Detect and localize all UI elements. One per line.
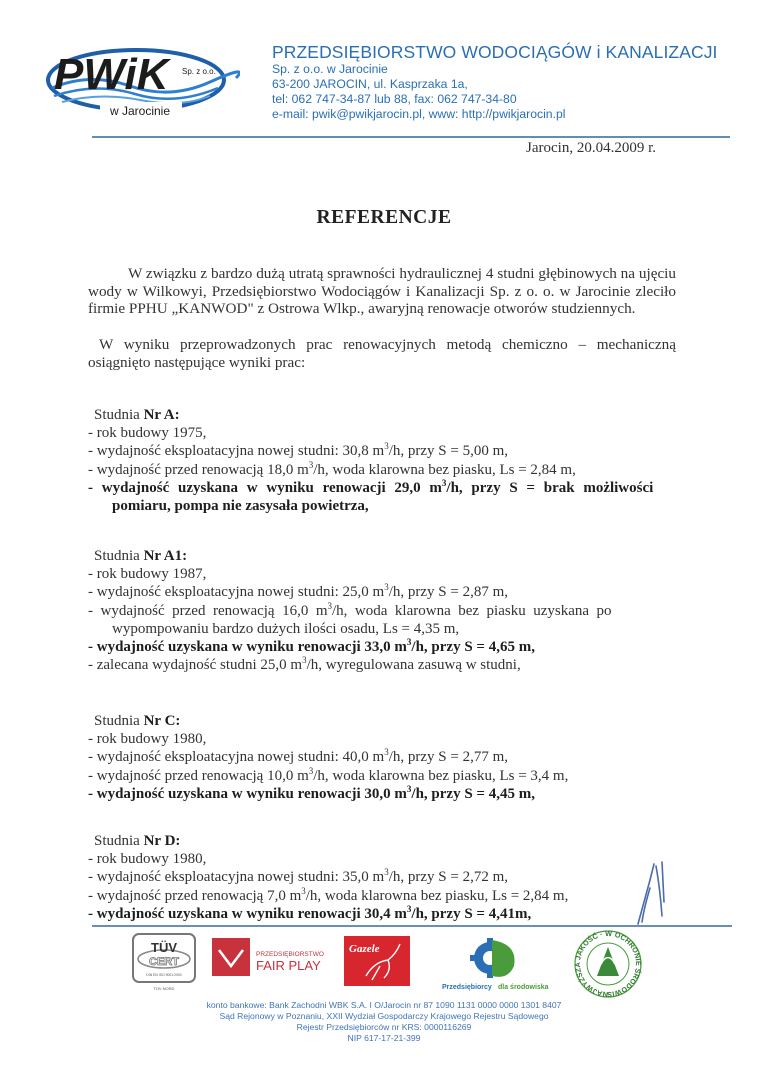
document-title: REFERENCJE [316,207,452,228]
well-item-cont: wypompowaniu bardzo dużych ilości osadu, Ls = 4,35 m, [112,620,460,637]
footer-krs: Rejestr Przedsiębiorców nr KRS: 0000116269 [296,1022,472,1032]
intro-paragraph-2 [88,336,676,371]
company-legal-form: Sp. z o.o. w Jarocinie [272,62,388,76]
well-item: - zalecana wydajność studni 25,0 $m^3/h$, wyregulowana zasuwą w studni, [88,655,521,674]
well-item: - rok budowy 1980, [88,731,207,748]
company-contact: e-mail: pwik@pwikjarocin.pl, www: http://pwikjarocin.pl [272,107,566,121]
well-heading-prefix: Studnia [94,407,144,423]
tuv-cert-text: CERT [149,956,179,968]
well-section-a [88,406,708,515]
fair-play-badge [210,932,330,994]
well-item-result-cont: pomiaru, pompa nie zasysała powietrza, [112,498,369,515]
logo-text: PWiK [54,50,169,99]
well-item: - wydajność eksploatacyjna nowej studni: 25,0 $m^3/h$, przy S = 2,87 m, [88,582,508,601]
well-heading-label: Nr A1: [143,548,188,564]
footer-court-registry: Sąd Rejonowy w Poznaniu, XXII Wydział Gospodarczy Krajowego Rejestru Sądowego [219,1011,549,1021]
well-item: - wydajność eksploatacyjna nowej studni: 40,0 $m^3/h$, przy S = 2,77 m, [88,747,508,766]
well-item-result: - wydajność uzyskana w wyniku renowacji 29,0 $m^3/h$, przy S = brak możliwości [88,477,654,496]
well-item-result: - wydajność uzyskana w wyniku renowacji 30,4 $m^3/h$, przy S = 4,41m, [88,903,532,922]
well-heading-prefix: Studnia [94,548,144,564]
well-item: - wydajność przed renowacją 7,0 $m^3/h$, woda klarowna bez piasku, Ls = 2,84 m, [88,885,569,904]
eco-ring-text: NAJWYŻSZA JAKOŚĆ · W OCHRONIE ŚRODOWIS [572,930,644,998]
tuv-org-text: TÜV NORD [153,986,175,991]
fair-play-big-text: FAIR PLAY [256,958,321,973]
company-logo [40,42,240,124]
well-item: - rok budowy 1975, [88,425,207,442]
przedsiebiorcy-text-a: Przedsiębiorcy [442,984,492,991]
well-section-d [88,832,708,923]
tuv-norm-text: DIN EN ISO 9001:2000 [146,973,182,977]
well-item: - wydajność przed renowacją 18,0 $m^3/h$, woda klarowna bez piasku, Ls = 2,84 m, [88,459,576,478]
intro-text-2: W wyniku przeprowadzonych prac renowacyjnych metodą chemiczno – mechaniczną osiągnięto następujące wyniki prac: [88,336,676,371]
well-heading-label: Nr A: [143,407,180,423]
header-divider [92,136,730,138]
well-heading-label: Nr C: [143,713,181,729]
intro-text-1: W związku z bardzo dużą utratą sprawności hydraulicznej 4 studni głębinowych na ujęciu wody w Wilkowyi, Przedsiębiorstwo Wodociągów i Kanalizacji Sp. z o. o. w Jarocinie zleciło firmie PPHU „KANWOD" z Ostrowa Wlkp., awaryjną renowacje otworów studziennych. [88,265,676,318]
well-item: - wydajność przed renowacją 10,0 $m^3/h$, woda klarowna bez piasku, Ls = 3,4 m, [88,765,569,784]
company-address: 63-200 JAROCIN, ul. Kasprzaka 1a, [272,77,468,91]
letter-date: Jarocin, 20.04.2009 r. [526,140,656,156]
well-heading [88,547,708,565]
przedsiebiorcy-text-b: dla środowiska [498,984,549,991]
well-item: - wydajność eksploatacyjna nowej studni: 30,8 $m^3/h$, przy S = 5,00 m, [88,441,508,460]
well-heading-prefix: Studnia [94,833,144,849]
fair-play-small-text: PRZEDSIĘBIORSTWO [256,951,324,958]
well-item: - rok budowy 1987, [88,566,207,583]
well-item: - wydajność eksploatacyjna nowej studni: 35,0 $m^3/h$, przy S = 2,72 m, [88,867,508,886]
well-section-a1 [88,547,708,674]
intro-paragraph-1 [88,265,676,318]
well-heading [88,712,708,730]
well-item: - wydajność przed renowacją 16,0 $m^3/h$, woda klarowna bez piasku uzyskana po [88,600,612,619]
well-heading [88,832,708,850]
footer-nip: NIP 617-17-21-399 [347,1033,421,1043]
logo-suffix: Sp. z o.o. [182,67,216,76]
tuv-cert-badge [130,932,200,994]
footer-divider [92,925,732,927]
well-section-c [88,712,708,803]
well-item: - rok budowy 1980, [88,851,207,868]
company-name: PRZEDSIĘBIORSTWO WODOCIĄGÓW i KANALIZACJI [272,42,718,62]
well-heading-label: Nr D: [143,833,181,849]
signature-mark [630,858,680,928]
footer-bank-account: konto bankowe: Bank Zachodni WBK S.A. I O/Jarocin nr 87 1090 1131 0000 0000 1301 8407 [206,1000,562,1010]
well-item-result: - wydajność uzyskana w wyniku renowacji 30,0 $m^3/h$, przy S = 4,45 m, [88,783,535,802]
gazele-badge [344,932,414,994]
well-item-result: - wydajność uzyskana w wyniku renowacji 33,0 $m^3/h$, przy S = 4,65 m, [88,637,535,656]
gazele-text: Gazele [349,943,380,955]
eco-quality-badge [560,930,656,998]
logo-city: w Jarocinie [109,104,171,118]
well-heading-prefix: Studnia [94,713,144,729]
company-phone: tel: 062 747-34-87 lub 88, fax: 062 747-34-80 [272,92,517,106]
pwik-logo-graphic [40,42,240,124]
przedsiebiorcy-badge [440,932,560,994]
well-heading [88,406,708,424]
tuv-top-text: TÜV [151,940,177,955]
